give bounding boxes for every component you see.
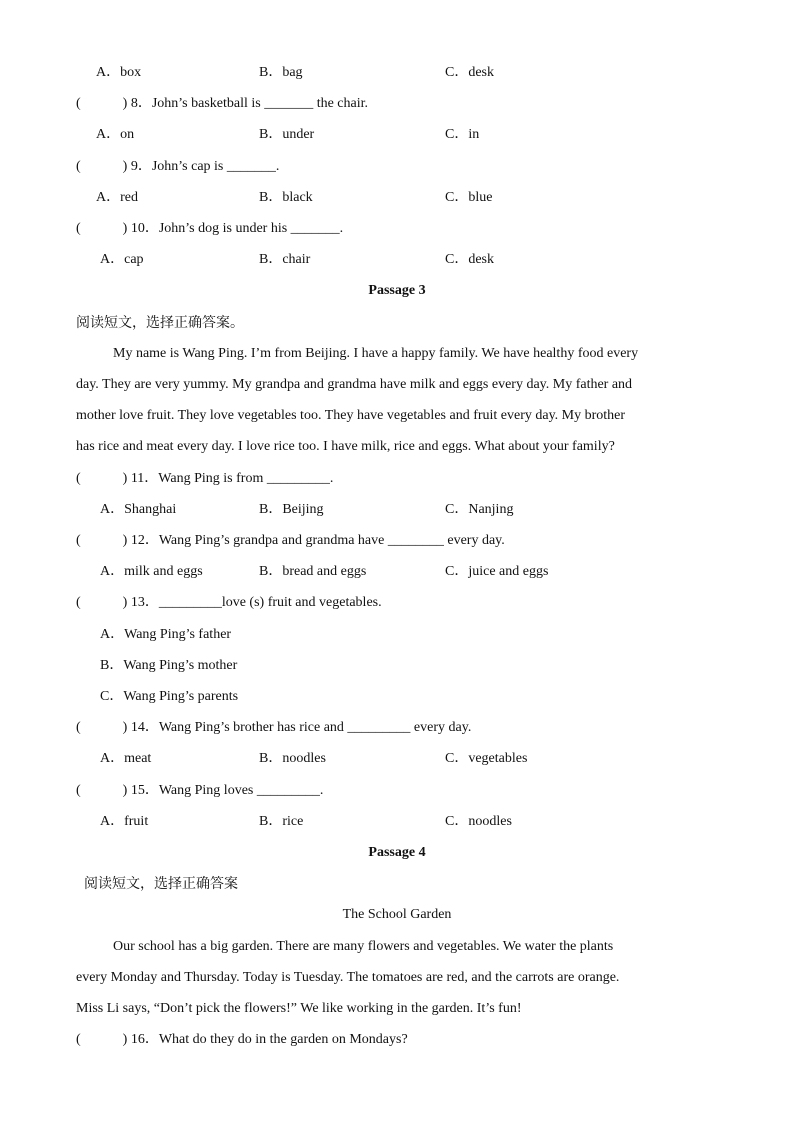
- passage-3-line-2: day. They are very yummy. My grandpa and grandma have milk and eggs every day. My father and: [76, 377, 633, 392]
- q7-option-c: C．desk: [445, 65, 494, 80]
- question-16: ( ) 16．What do they do in the garden on Mondays?: [76, 1032, 408, 1047]
- q13-option-c: C．Wang Ping’s parents: [100, 689, 239, 704]
- question-9: ( ) 9．John’s cap is _______.: [76, 159, 280, 174]
- q8-option-a: A．on: [96, 127, 135, 142]
- question-11: ( ) 11．Wang Ping is from _________.: [76, 471, 334, 486]
- question-14: ( ) 14．Wang Ping’s brother has rice and _________ every day.: [76, 720, 472, 735]
- q10-option-b: B．chair: [259, 252, 311, 267]
- q15-option-a: A．fruit: [100, 814, 149, 829]
- passage-3-line-1: My name is Wang Ping. I’m from Beijing. I have a happy family. We have healthy food every: [113, 346, 639, 361]
- q14-option-a: A．meat: [100, 751, 152, 766]
- q13-option-a: A．Wang Ping’s father: [100, 627, 232, 642]
- question-8: ( ) 8．John’s basketball is _______ the chair.: [76, 96, 369, 111]
- passage-4-subtitle: The School Garden: [342, 907, 452, 922]
- q10-option-a: A．cap: [100, 252, 144, 267]
- q11-option-c: C．Nanjing: [445, 502, 514, 517]
- passage-4-line-3: Miss Li says, “Don’t pick the flowers!” We like working in the garden. It’s fun!: [76, 1001, 522, 1016]
- q8-option-c: C．in: [445, 127, 480, 142]
- passage-4-title: Passage 4: [368, 845, 426, 860]
- q12-option-c: C．juice and eggs: [445, 564, 549, 579]
- q7-option-b: B．bag: [259, 65, 303, 80]
- q7-option-a: A．box: [96, 65, 142, 80]
- q9-option-c: C．blue: [445, 190, 493, 205]
- q8-option-b: B．under: [259, 127, 315, 142]
- passage-4-instruction: 阅读短文，选择正确答案: [84, 876, 238, 892]
- passage-4-line-2: every Monday and Thursday. Today is Tuesday. The tomatoes are red, and the carrots are orange.: [76, 970, 620, 985]
- q14-option-b: B．noodles: [259, 751, 326, 766]
- question-12: ( ) 12．Wang Ping’s grandpa and grandma have ________ every day.: [76, 533, 505, 548]
- passage-3-line-4: has rice and meat every day. I love rice too. I have milk, rice and eggs. What about your family?: [76, 439, 615, 454]
- q10-option-c: C．desk: [445, 252, 494, 267]
- passage-3-title: Passage 3: [368, 283, 426, 298]
- q15-option-b: B．rice: [259, 814, 304, 829]
- passage-4-line-1: Our school has a big garden. There are many flowers and vegetables. We water the plants: [113, 939, 614, 954]
- q13-option-b: B．Wang Ping’s mother: [100, 658, 238, 673]
- q11-option-b: B．Beijing: [259, 502, 324, 517]
- passage-3-instruction: 阅读短文，选择正确答案。: [76, 315, 244, 331]
- passage-3-line-3: mother love fruit. They love vegetables too. They have vegetables and fruit every day. My brother: [76, 408, 626, 423]
- q11-option-a: A．Shanghai: [100, 502, 177, 517]
- q12-option-b: B．bread and eggs: [259, 564, 367, 579]
- q9-option-b: B．black: [259, 190, 313, 205]
- q14-option-c: C．vegetables: [445, 751, 528, 766]
- question-10: ( ) 10．John’s dog is under his _______.: [76, 221, 344, 236]
- question-15: ( ) 15．Wang Ping loves _________.: [76, 783, 324, 798]
- q12-option-a: A．milk and eggs: [100, 564, 203, 579]
- question-13: ( ) 13．_________love (s) fruit and vegetables.: [76, 595, 382, 610]
- q15-option-c: C．noodles: [445, 814, 512, 829]
- q9-option-a: A．red: [96, 190, 138, 205]
